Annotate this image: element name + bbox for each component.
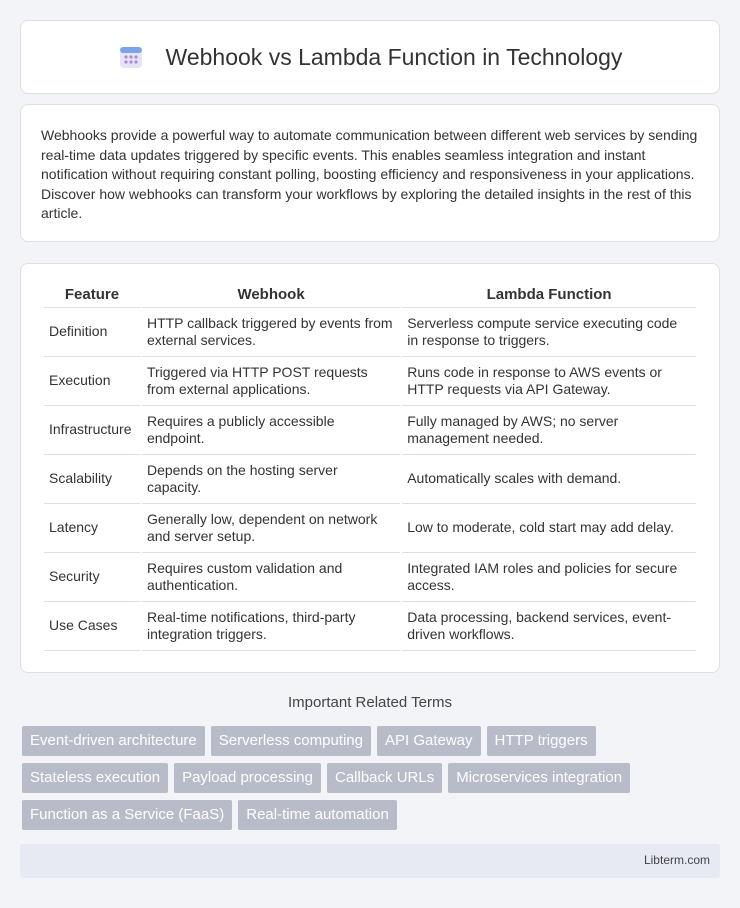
cell-lambda: Runs code in response to AWS events or HTTP requests via API Gateway.: [402, 357, 696, 406]
header-feature: Feature: [44, 284, 140, 308]
related-term-tag[interactable]: Serverless computing: [211, 726, 371, 756]
related-term-tag[interactable]: Callback URLs: [327, 763, 442, 793]
cell-feature: Infrastructure: [44, 406, 140, 455]
page-title: Webhook vs Lambda Function in Technology: [165, 43, 623, 70]
intro-text: Webhooks provide a powerful way to automate communication between different web services by sending real-time data updates triggered by specific events. This enables seamless integration and instant notification without requiring constant polling, boosting efficiency and responsiveness in your applications. Discover how webhooks can transform your workflows by exploring the detailed insights in the rest of this article.: [41, 127, 698, 222]
cell-feature: Latency: [44, 504, 140, 553]
cell-feature: Security: [44, 553, 140, 602]
cell-webhook: Requires a publicly accessible endpoint.: [142, 406, 400, 455]
cell-webhook: Real-time notifications, third-party integration triggers.: [142, 602, 400, 651]
calendar-grid-icon: [118, 44, 144, 70]
related-term-tag[interactable]: Function as a Service (FaaS): [22, 800, 232, 830]
comparison-card: [20, 263, 720, 673]
table-row: [44, 553, 696, 602]
title-card: [20, 20, 720, 94]
cell-webhook: Generally low, dependent on network and server setup.: [142, 504, 400, 553]
footer-site[interactable]: Libterm.com: [643, 853, 710, 867]
cell-feature: Definition: [44, 308, 140, 357]
related-term-tag[interactable]: Payload processing: [174, 763, 321, 793]
cell-webhook: HTTP callback triggered by events from external services.: [142, 308, 400, 357]
cell-webhook: Depends on the hosting server capacity.: [142, 455, 400, 504]
related-term-tag[interactable]: API Gateway: [377, 726, 481, 756]
cell-lambda: Data processing, backend services, event-driven workflows.: [402, 602, 696, 651]
table-row: [44, 602, 696, 651]
related-term-tag[interactable]: Real-time automation: [238, 800, 397, 830]
cell-webhook: Requires custom validation and authentication.: [142, 553, 400, 602]
cell-lambda: Serverless compute service executing code in response to triggers.: [402, 308, 696, 357]
cell-lambda: Integrated IAM roles and policies for secure access.: [402, 553, 696, 602]
related-term-tag[interactable]: Event-driven architecture: [22, 726, 205, 756]
table-row: [44, 455, 696, 504]
related-terms-list: [22, 726, 722, 830]
related-terms-title: Important Related Terms: [288, 694, 452, 711]
cell-feature: Scalability: [44, 455, 140, 504]
table-row: [44, 406, 696, 455]
table-row: [44, 504, 696, 553]
header-webhook: Webhook: [142, 284, 400, 308]
header-lambda: Lambda Function: [402, 284, 696, 308]
cell-feature: Execution: [44, 357, 140, 406]
table-row: [44, 308, 696, 357]
related-term-tag[interactable]: Microservices integration: [448, 763, 630, 793]
cell-feature: Use Cases: [44, 602, 140, 651]
table-header-row: [44, 284, 696, 308]
cell-webhook: Triggered via HTTP POST requests from external applications.: [142, 357, 400, 406]
cell-lambda: Automatically scales with demand.: [402, 455, 696, 504]
comparison-table: [42, 284, 698, 651]
related-term-tag[interactable]: HTTP triggers: [487, 726, 596, 756]
intro-card: [20, 104, 720, 242]
related-term-tag[interactable]: Stateless execution: [22, 763, 168, 793]
cell-lambda: Fully managed by AWS; no server management needed.: [402, 406, 696, 455]
table-row: [44, 357, 696, 406]
footer: [20, 844, 720, 878]
cell-lambda: Low to moderate, cold start may add delay.: [402, 504, 696, 553]
